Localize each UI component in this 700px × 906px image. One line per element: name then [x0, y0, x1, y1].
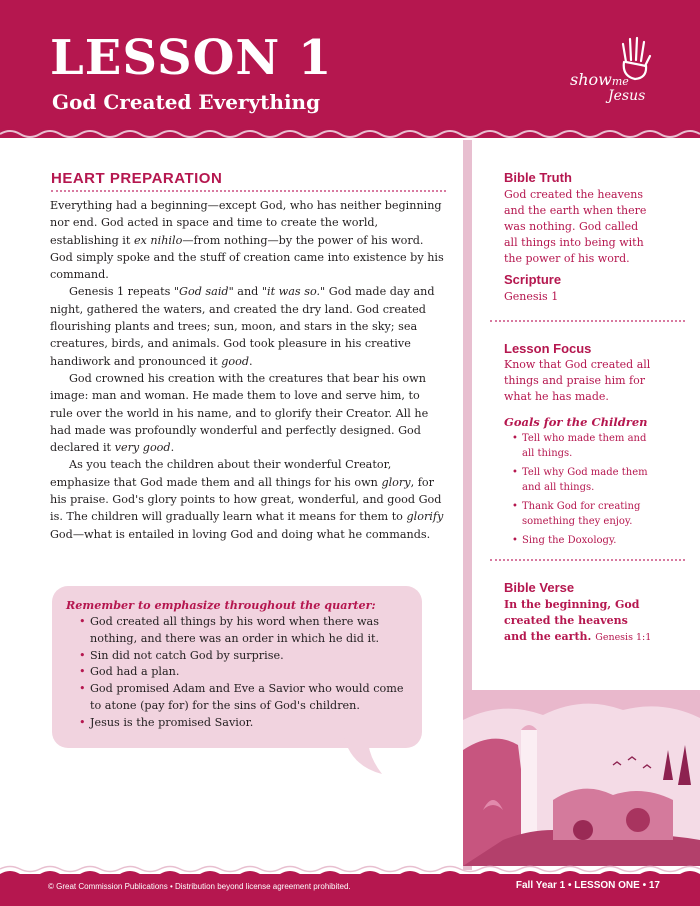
paragraph-4: As you teach the children about their wonderful Creator, emphasize that God made them and all things for his own glory, for his praise. God's glory points to how great, wonderful, and good God is. The children will gradually learn what it means for them to glorify God—what is entailed in loving God and doing what he commands.: [50, 458, 444, 541]
list-item: • Sin did not catch God by surprise.: [80, 648, 410, 665]
show-me-jesus-logo: [568, 36, 668, 116]
heart-preparation-body: [50, 197, 445, 543]
list-item: • Sing the Doxology.: [512, 533, 652, 548]
sidebar-divider: [490, 320, 685, 322]
bible-verse-reference: Genesis 1:1: [595, 632, 652, 643]
sidebar-divider: [490, 559, 685, 561]
logo-word-me: me: [611, 75, 629, 88]
creation-illustration: [463, 690, 700, 866]
logo-word-show: show: [570, 70, 612, 89]
scripture-heading: Scripture: [504, 272, 562, 287]
list-item: • Jesus is the promised Savior.: [80, 715, 410, 732]
callout-list: [80, 614, 410, 732]
lesson-focus-heading: Lesson Focus: [504, 341, 592, 356]
paragraph-2: Genesis 1 repeats "God said" and "it was so." God made day and night, gathered the waters, and created the dry land. God created flourishing plants and trees; sun, moon, and stars in the sky; sea creatures, birds, and animals. God took pleasure in his creative handiwork and pronounced it good.: [50, 285, 435, 368]
bible-truth-heading: Bible Truth: [504, 170, 572, 185]
list-item: • Tell why God made them and all things.: [512, 465, 652, 495]
bible-truth-text: God created the heavens and the earth when there was nothing. God called all things into being with the power of his word.: [504, 188, 647, 265]
list-item: • God had a plan.: [80, 664, 410, 681]
goals-list: [512, 431, 652, 552]
header-wave-border: [0, 124, 700, 146]
page-number-label: Fall Year 1 • LESSON ONE • 17: [515, 880, 660, 891]
callout-tail: [344, 738, 384, 778]
bible-verse-text: In the beginning, God created the heavens and the earth. Genesis 1:1: [504, 598, 652, 643]
lesson-focus-text: Know that God created all things and praise him for what he has made.: [504, 358, 651, 403]
logo-word-jesus: Jesus: [608, 88, 646, 104]
creation-scene-image: [463, 690, 700, 866]
paragraph-3: God crowned his creation with the creatures that bear his own image: man and woman. He made them to love and serve him, to rule over the world in his name, and to glorify their Creator. All he had made was profoundly wonderful and perfectly designed. God declared it very good.: [50, 371, 429, 455]
scripture-text: Genesis 1: [504, 290, 559, 303]
paragraph-1: Everything had a beginning—except God, who has neither beginning nor end. God acted in space and time to create the world, establishing it ex nihilo—from nothing—by the power of his word. God simply spoke and the stuff of creation came into existence by his command.: [50, 199, 444, 282]
list-item: • Thank God for creating something they enjoy.: [512, 499, 652, 529]
heart-preparation-heading: HEART PREPARATION: [51, 170, 223, 187]
lesson-subtitle: God Created Everything: [52, 90, 321, 114]
callout-heading: Remember to emphasize throughout the quarter:: [66, 598, 376, 612]
list-item: • God created all things by his word when there was nothing, and there was an order in which he did it.: [80, 614, 410, 648]
list-item: • Tell who made them and all things.: [512, 431, 652, 461]
goals-heading: Goals for the Children: [504, 415, 648, 429]
bible-verse-heading: Bible Verse: [504, 580, 575, 595]
list-item: • God promised Adam and Eve a Savior who would come to atone (pay for) for the sins of God's children.: [80, 681, 410, 715]
heading-divider: [51, 190, 446, 192]
copyright-notice: © Great Commission Publications • Distribution beyond license agreement prohibited.: [48, 882, 351, 891]
lesson-title: LESSON 1: [50, 30, 333, 86]
